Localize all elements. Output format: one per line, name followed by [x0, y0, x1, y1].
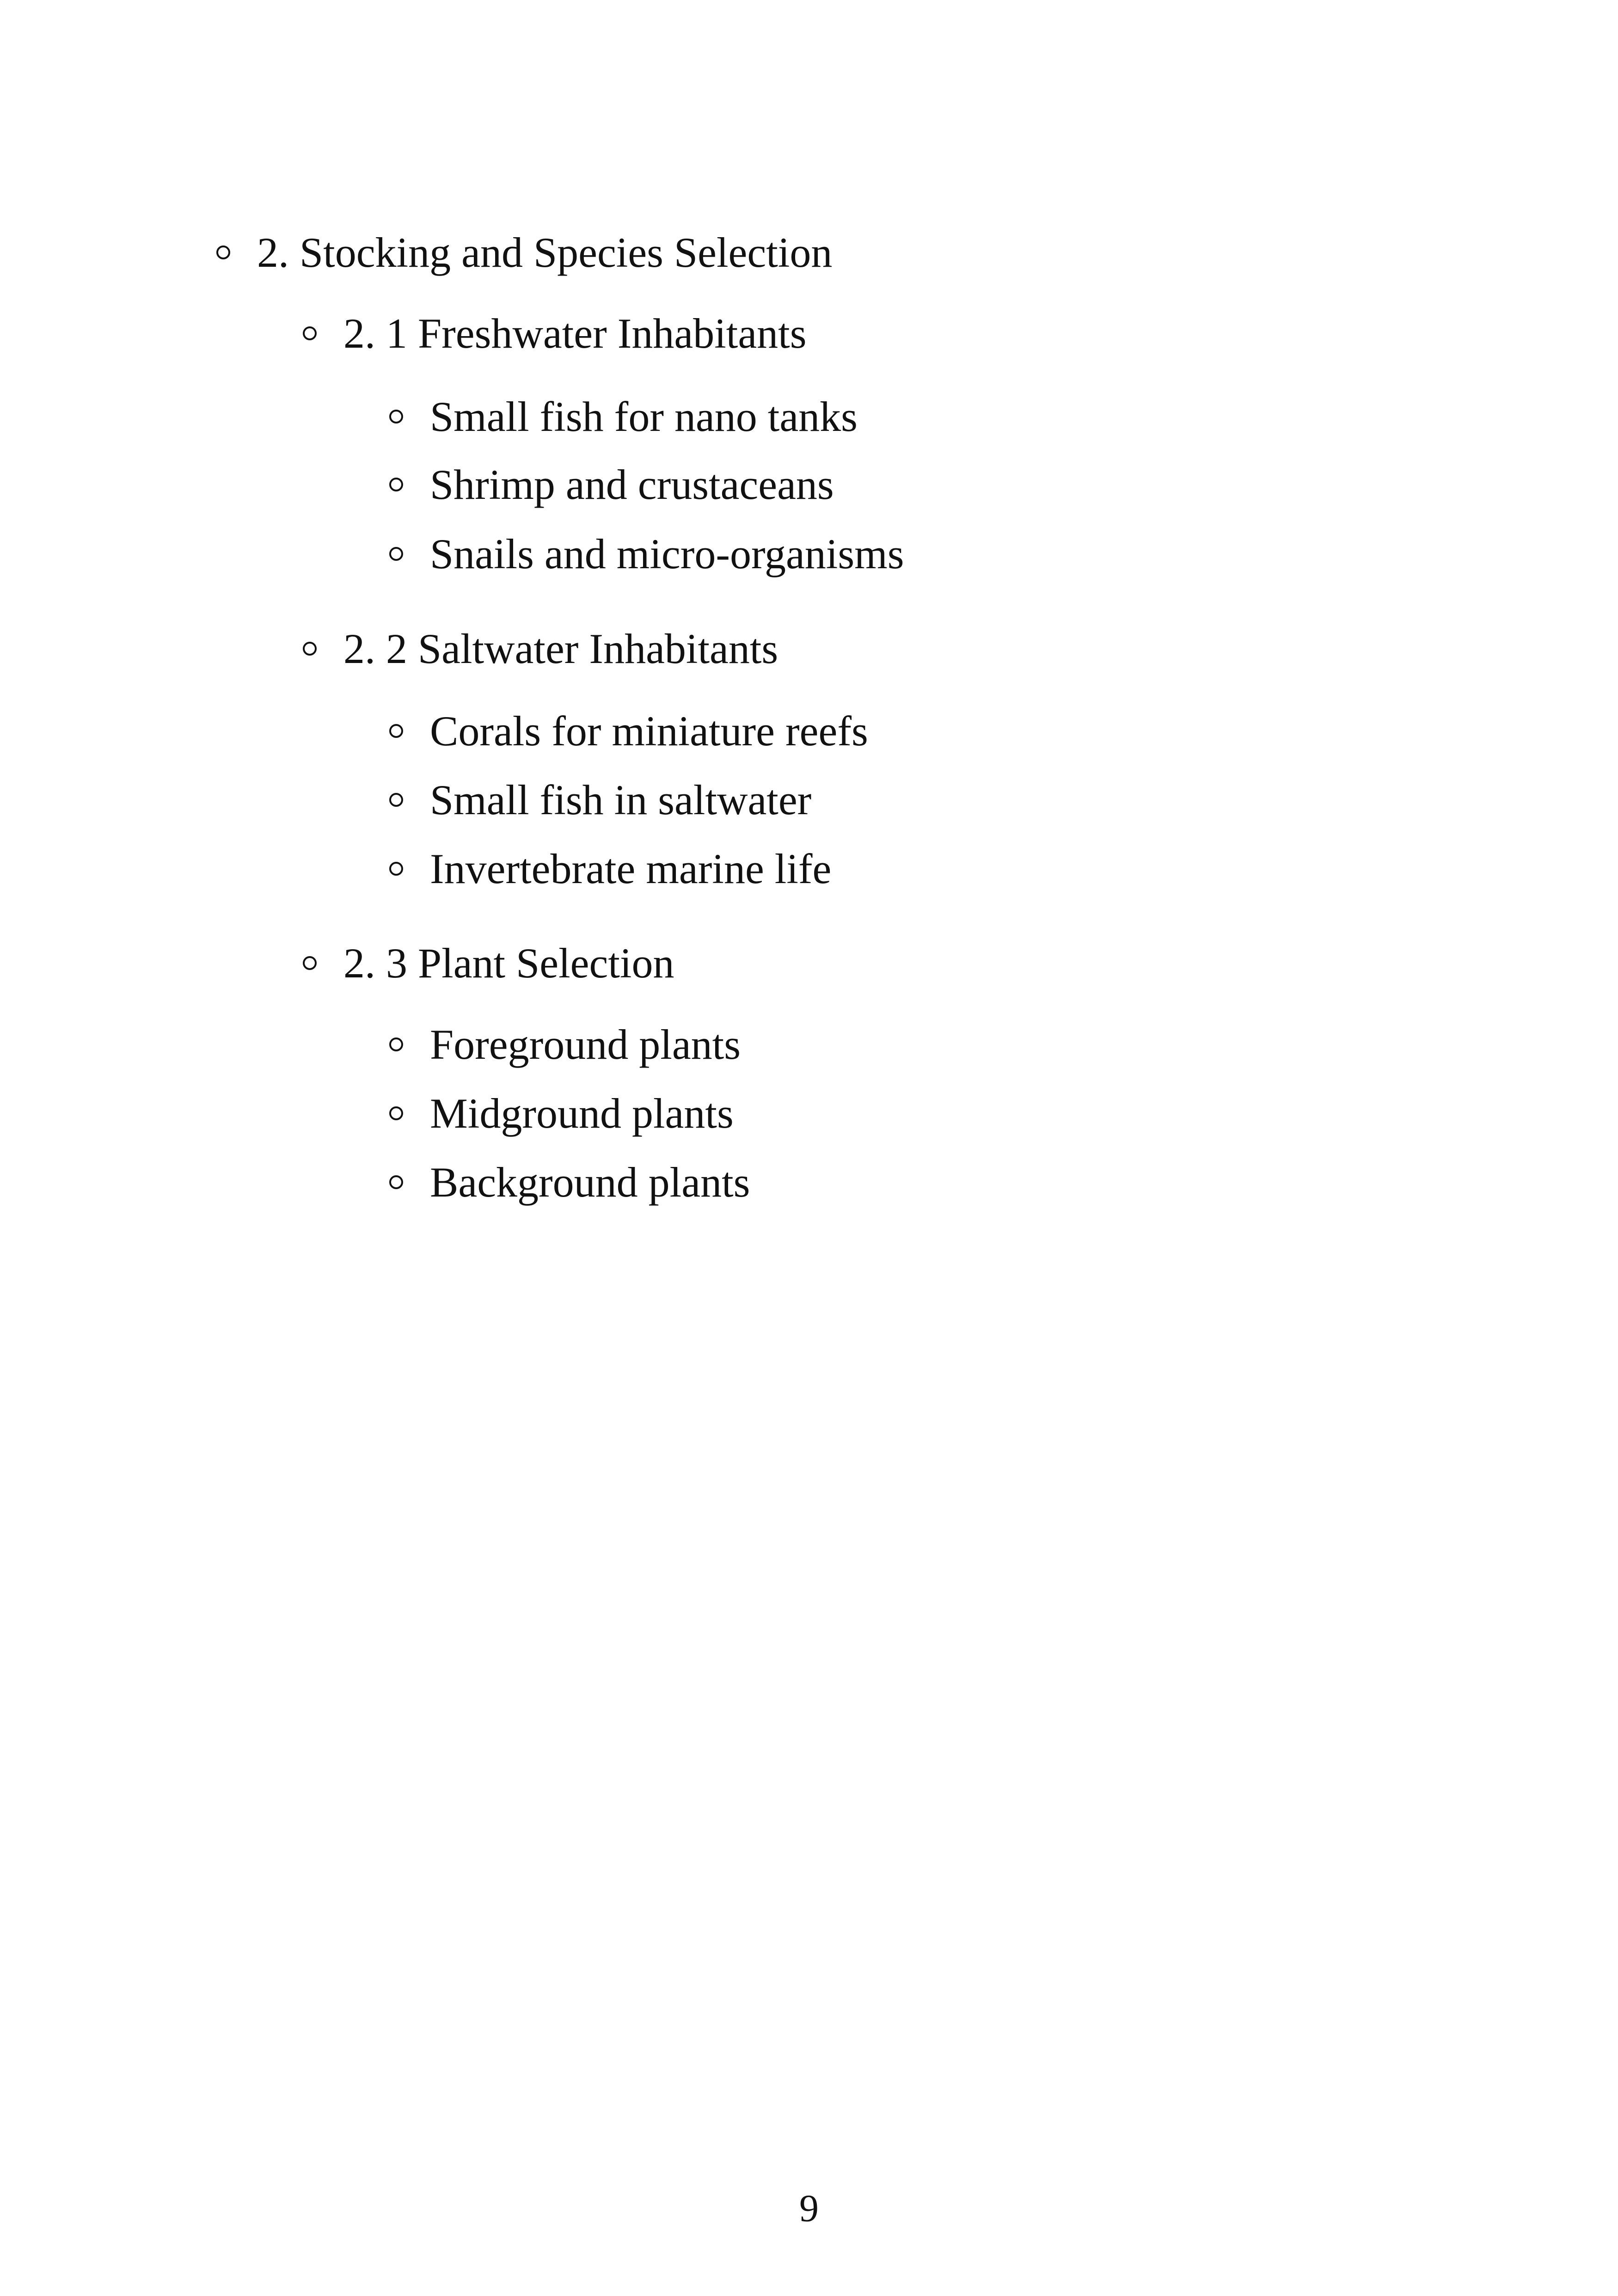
list-item-text: Small fish for nano tanks: [430, 393, 858, 440]
hollow-circle-bullet-icon: [389, 1106, 403, 1120]
hollow-circle-bullet-icon: [389, 862, 403, 876]
hollow-circle-bullet-icon: [303, 642, 317, 656]
list-item: [389, 530, 904, 577]
list-item: [389, 1092, 734, 1135]
list-item: [389, 776, 812, 823]
subsection-heading: 2. 1 Freshwater Inhabitants: [343, 310, 807, 357]
list-item-text: Snails and micro-organisms: [430, 530, 904, 577]
list-item-text: Midground plants: [430, 1090, 734, 1137]
hollow-circle-bullet-icon: [303, 326, 317, 340]
list-item: [389, 847, 831, 890]
hollow-circle-bullet-icon: [216, 246, 230, 259]
list-item: [389, 463, 834, 506]
outline-item-subsection-1: [303, 312, 807, 355]
section-heading: 2. Stocking and Species Selection: [257, 229, 833, 276]
list-item-text: Shrimp and crustaceans: [430, 461, 834, 508]
page-number: 9: [799, 2187, 819, 2230]
subsection-heading: 2. 3 Plant Selection: [343, 939, 674, 987]
list-item-text: Invertebrate marine life: [430, 845, 832, 892]
outline-item-subsection-2: [303, 627, 778, 670]
list-item-text: Corals for miniature reefs: [430, 707, 868, 755]
hollow-circle-bullet-icon: [389, 1037, 403, 1051]
list-item: [389, 707, 868, 755]
hollow-circle-bullet-icon: [389, 547, 403, 561]
list-item: [389, 1023, 741, 1066]
hollow-circle-bullet-icon: [303, 956, 317, 970]
list-item-text: Small fish in saltwater: [430, 776, 812, 823]
list-item: [389, 1159, 750, 1206]
hollow-circle-bullet-icon: [389, 724, 403, 738]
subsection-heading: 2. 2 Saltwater Inhabitants: [343, 625, 778, 672]
hollow-circle-bullet-icon: [389, 478, 403, 491]
outline-item-subsection-3: [303, 939, 674, 987]
hollow-circle-bullet-icon: [389, 1175, 403, 1189]
hollow-circle-bullet-icon: [389, 410, 403, 424]
hollow-circle-bullet-icon: [389, 793, 403, 807]
list-item-text: Background plants: [430, 1159, 750, 1206]
outline-item-section: [216, 231, 832, 274]
list-item-text: Foreground plants: [430, 1021, 741, 1068]
list-item: [389, 395, 858, 438]
